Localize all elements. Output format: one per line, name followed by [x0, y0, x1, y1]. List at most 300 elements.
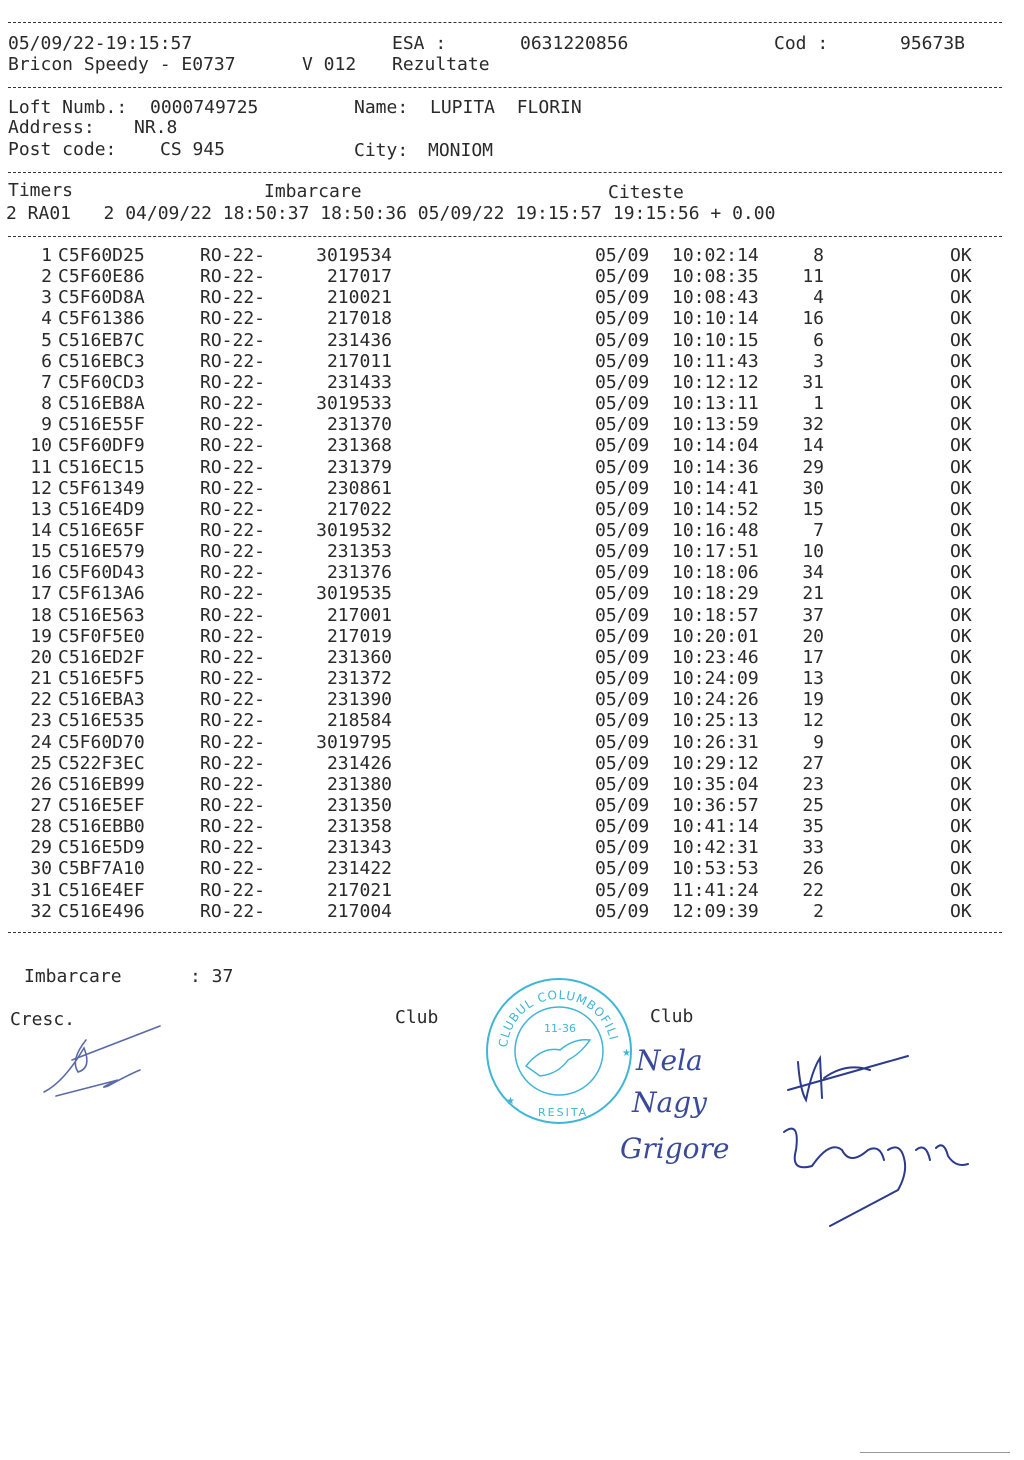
handwritten-name-3: Grigore	[620, 1132, 730, 1165]
arrival-time: 10:16:48	[672, 520, 759, 541]
ring-prefix: RO-22-	[200, 837, 266, 859]
table-row	[0, 330, 1024, 351]
row-index: 7	[41, 371, 52, 393]
position: 4	[813, 287, 824, 309]
status-ok: OK	[950, 329, 972, 351]
arrival-time: 10:14:52	[672, 498, 759, 520]
table-row	[0, 414, 1024, 435]
chip-id: C522F3EC	[58, 752, 145, 774]
row-index: 5	[41, 329, 52, 351]
chip-id: C516EB7C	[58, 329, 145, 351]
ring-number: 3019534	[316, 245, 392, 266]
ring-number: 231372	[326, 668, 392, 689]
report-title: Rezultate	[392, 54, 490, 75]
arrival-time: 10:14:36	[672, 456, 759, 478]
imbarcare-total-value: : 37	[190, 966, 234, 987]
separator	[8, 236, 1002, 237]
arrival-time: 10:42:31	[672, 837, 759, 859]
ring-prefix: RO-22-	[200, 520, 266, 541]
arrival-time: 10:24:09	[672, 668, 759, 689]
arrival-date: 05/09	[595, 414, 650, 436]
arrival-time: 10:35:04	[672, 773, 759, 795]
ring-number: 3019795	[316, 731, 392, 753]
star-icon: ★	[506, 1096, 515, 1107]
arrival-time: 10:23:46	[672, 646, 759, 668]
arrival-date: 05/09	[595, 646, 650, 668]
table-row	[0, 562, 1024, 583]
ring-prefix: RO-22-	[200, 477, 266, 499]
separator	[8, 87, 1002, 88]
arrival-time: 10:36:57	[672, 794, 759, 816]
table-row	[0, 308, 1024, 329]
chip-id: C516E55F	[58, 414, 145, 436]
ring-number: 231379	[326, 456, 392, 478]
arrival-time: 10:11:43	[672, 350, 759, 372]
loft-number-value: 0000749725	[150, 97, 259, 118]
ring-number: 218584	[326, 710, 392, 732]
address-value: NR.8	[134, 117, 178, 138]
chip-id: C516E5F5	[58, 668, 145, 689]
table-row	[0, 626, 1024, 647]
position: 1	[813, 393, 824, 414]
ring-prefix: RO-22-	[200, 794, 266, 816]
esa-value: 0631220856	[520, 33, 629, 54]
status-ok: OK	[950, 266, 972, 288]
arrival-time: 10:12:12	[672, 371, 759, 393]
ring-prefix: RO-22-	[200, 773, 266, 795]
ring-number: 231353	[326, 541, 392, 563]
chip-id: C5F60D70	[58, 731, 145, 753]
position: 30	[802, 477, 824, 499]
ring-number: 231368	[326, 435, 392, 457]
table-row	[0, 478, 1024, 499]
arrival-date: 05/09	[595, 773, 650, 795]
status-ok: OK	[950, 858, 972, 880]
status-ok: OK	[950, 689, 972, 711]
chip-id: C516E579	[58, 541, 145, 563]
ring-number: 217001	[326, 604, 392, 626]
position: 22	[802, 879, 824, 901]
table-row	[0, 668, 1024, 689]
imbarcare-total-label: Imbarcare	[24, 966, 122, 987]
chip-id: C5F61386	[58, 308, 145, 330]
position: 32	[802, 414, 824, 436]
status-ok: OK	[950, 308, 972, 330]
position: 13	[802, 668, 824, 689]
ring-number: 217021	[326, 879, 392, 901]
imbarcare-label: Imbarcare	[264, 181, 362, 202]
arrival-date: 05/09	[595, 900, 650, 922]
status-ok: OK	[950, 414, 972, 436]
arrival-date: 05/09	[595, 879, 650, 901]
status-ok: OK	[950, 900, 972, 922]
chip-id: C516EBA3	[58, 689, 145, 711]
arrival-time: 10:24:26	[672, 689, 759, 711]
arrival-date: 05/09	[595, 604, 650, 626]
arrival-time: 10:18:29	[672, 583, 759, 605]
row-index: 9	[41, 414, 52, 436]
table-row	[0, 435, 1024, 456]
position: 14	[802, 435, 824, 457]
chip-id: C5F0F5E0	[58, 625, 145, 647]
ring-prefix: RO-22-	[200, 414, 266, 436]
arrival-time: 10:18:06	[672, 562, 759, 584]
arrival-time: 10:08:43	[672, 287, 759, 309]
chip-id: C516E5D9	[58, 837, 145, 859]
table-row	[0, 245, 1024, 266]
club-label-right: Club	[650, 1006, 694, 1027]
arrival-time: 10:20:01	[672, 625, 759, 647]
chip-id: C5F61349	[58, 477, 145, 499]
arrival-time: 10:26:31	[672, 731, 759, 753]
arrival-date: 05/09	[595, 520, 650, 541]
arrival-date: 05/09	[595, 329, 650, 351]
ring-prefix: RO-22-	[200, 816, 266, 837]
row-index: 4	[41, 308, 52, 330]
ring-prefix: RO-22-	[200, 752, 266, 774]
status-ok: OK	[950, 287, 972, 309]
chip-id: C5F60CD3	[58, 371, 145, 393]
arrival-date: 05/09	[595, 435, 650, 457]
table-row	[0, 880, 1024, 901]
table-row	[0, 647, 1024, 668]
table-row	[0, 816, 1024, 837]
separator	[8, 172, 1002, 173]
position: 12	[802, 710, 824, 732]
status-ok: OK	[950, 498, 972, 520]
chip-id: C516EBC3	[58, 350, 145, 372]
ring-number: 231436	[326, 329, 392, 351]
ring-prefix: RO-22-	[200, 562, 266, 584]
row-index: 31	[30, 879, 52, 901]
row-index: 26	[30, 773, 52, 795]
ring-prefix: RO-22-	[200, 541, 266, 563]
row-index: 13	[30, 498, 52, 520]
chip-id: C516EC15	[58, 456, 145, 478]
ring-prefix: RO-22-	[200, 498, 266, 520]
ring-number: 230861	[326, 477, 392, 499]
arrival-time: 10:10:15	[672, 329, 759, 351]
status-ok: OK	[950, 646, 972, 668]
arrival-time: 10:29:12	[672, 752, 759, 774]
arrival-time: 10:10:14	[672, 308, 759, 330]
row-index: 18	[30, 604, 52, 626]
separator	[8, 932, 1002, 933]
ring-number: 3019533	[316, 393, 392, 414]
arrival-date: 05/09	[595, 371, 650, 393]
ring-number: 217011	[326, 350, 392, 372]
row-index: 17	[30, 583, 52, 605]
position: 8	[813, 245, 824, 266]
position: 23	[802, 773, 824, 795]
ring-number: 217018	[326, 308, 392, 330]
arrival-time: 10:13:59	[672, 414, 759, 436]
ring-number: 217004	[326, 900, 392, 922]
ring-number: 231380	[326, 773, 392, 795]
table-row	[0, 858, 1024, 879]
arrival-date: 05/09	[595, 498, 650, 520]
status-ok: OK	[950, 393, 972, 414]
loft-number-label: Loft Numb.:	[8, 97, 128, 118]
arrival-time: 10:13:11	[672, 393, 759, 414]
ring-number: 3019532	[316, 520, 392, 541]
handwritten-names	[620, 1044, 729, 1165]
chip-id: C5F60DF9	[58, 435, 145, 457]
status-ok: OK	[950, 625, 972, 647]
arrival-date: 05/09	[595, 456, 650, 478]
ring-number: 231422	[326, 858, 392, 880]
address-label: Address:	[8, 117, 95, 138]
ring-prefix: RO-22-	[200, 435, 266, 457]
table-row	[0, 689, 1024, 710]
table-row	[0, 372, 1024, 393]
ring-prefix: RO-22-	[200, 858, 266, 880]
arrival-time: 10:02:14	[672, 245, 759, 266]
ring-number: 231358	[326, 816, 392, 837]
row-index: 14	[30, 520, 52, 541]
row-index: 3	[41, 287, 52, 309]
status-ok: OK	[950, 752, 972, 774]
row-index: 27	[30, 794, 52, 816]
position: 16	[802, 308, 824, 330]
city-value: MONIOM	[428, 140, 494, 161]
arrival-time: 10:18:57	[672, 604, 759, 626]
status-ok: OK	[950, 668, 972, 689]
chip-id: C5F60E86	[58, 266, 145, 288]
arrival-date: 05/09	[595, 710, 650, 732]
status-ok: OK	[950, 773, 972, 795]
esa-label: ESA :	[392, 33, 447, 54]
ring-prefix: RO-22-	[200, 583, 266, 605]
table-row	[0, 732, 1024, 753]
status-ok: OK	[950, 371, 972, 393]
row-index: 29	[30, 837, 52, 859]
row-index: 12	[30, 477, 52, 499]
arrival-date: 05/09	[595, 689, 650, 711]
name-label: Name:	[354, 97, 409, 118]
arrival-date: 05/09	[595, 308, 650, 330]
arrival-date: 05/09	[595, 731, 650, 753]
table-row	[0, 837, 1024, 858]
ring-number: 231390	[326, 689, 392, 711]
row-index: 11	[30, 456, 52, 478]
chip-id: C516E563	[58, 604, 145, 626]
status-ok: OK	[950, 879, 972, 901]
status-ok: OK	[950, 520, 972, 541]
position: 34	[802, 562, 824, 584]
arrival-time: 11:41:24	[672, 879, 759, 901]
table-row	[0, 520, 1024, 541]
ring-prefix: RO-22-	[200, 245, 266, 266]
cod-label: Cod :	[774, 33, 829, 54]
table-row	[0, 266, 1024, 287]
arrival-date: 05/09	[595, 562, 650, 584]
city-label: City:	[354, 140, 409, 161]
status-ok: OK	[950, 816, 972, 837]
stamp-city: RESITA	[538, 1106, 589, 1119]
name-value: LUPITA FLORIN	[430, 97, 582, 118]
stamp-number: 11-36	[544, 1022, 576, 1035]
position: 9	[813, 731, 824, 753]
arrival-date: 05/09	[595, 266, 650, 288]
position: 31	[802, 371, 824, 393]
position: 10	[802, 541, 824, 563]
ring-prefix: RO-22-	[200, 329, 266, 351]
chip-id: C516E496	[58, 900, 145, 922]
table-row	[0, 393, 1024, 414]
postcode-value: CS 945	[160, 139, 226, 160]
stamp-arc-text: CLUBUL COLUMBOFILI	[496, 987, 621, 1049]
table-row	[0, 605, 1024, 626]
report-datetime: 05/09/22-19:15:57	[8, 33, 193, 54]
status-ok: OK	[950, 477, 972, 499]
arrival-date: 05/09	[595, 858, 650, 880]
chip-id: C5F60D8A	[58, 287, 145, 309]
arrival-date: 05/09	[595, 541, 650, 563]
status-ok: OK	[950, 837, 972, 859]
chip-id: C516EB99	[58, 773, 145, 795]
ring-number: 217019	[326, 625, 392, 647]
bottom-rule	[860, 1452, 1010, 1453]
club-stamp	[484, 976, 634, 1126]
arrival-date: 05/09	[595, 794, 650, 816]
ring-prefix: RO-22-	[200, 625, 266, 647]
ring-prefix: RO-22-	[200, 308, 266, 330]
chip-id: C5F60D25	[58, 245, 145, 266]
device-name: Bricon Speedy - E0737	[8, 54, 236, 75]
position: 15	[802, 498, 824, 520]
arrival-time: 10:14:04	[672, 435, 759, 457]
row-index: 8	[41, 393, 52, 414]
arrival-date: 05/09	[595, 477, 650, 499]
status-ok: OK	[950, 583, 972, 605]
position: 35	[802, 816, 824, 837]
chip-id: C516E535	[58, 710, 145, 732]
postcode-label: Post code:	[8, 139, 117, 160]
ring-prefix: RO-22-	[200, 731, 266, 753]
arrival-time: 10:53:53	[672, 858, 759, 880]
arrival-time: 10:14:41	[672, 477, 759, 499]
table-row	[0, 499, 1024, 520]
row-index: 10	[30, 435, 52, 457]
handwritten-name-2: Nagy	[632, 1086, 707, 1119]
table-row	[0, 710, 1024, 731]
status-ok: OK	[950, 794, 972, 816]
row-index: 2	[41, 266, 52, 288]
table-row	[0, 541, 1024, 562]
row-index: 21	[30, 668, 52, 689]
breeder-signature	[44, 1026, 160, 1096]
position: 26	[802, 858, 824, 880]
position: 7	[813, 520, 824, 541]
table-row	[0, 774, 1024, 795]
ring-prefix: RO-22-	[200, 456, 266, 478]
status-ok: OK	[950, 562, 972, 584]
ring-number: 231343	[326, 837, 392, 859]
status-ok: OK	[950, 541, 972, 563]
position: 37	[802, 604, 824, 626]
arrival-time: 12:09:39	[672, 900, 759, 922]
position: 21	[802, 583, 824, 605]
ring-number: 231360	[326, 646, 392, 668]
chip-id: C5BF7A10	[58, 858, 145, 880]
ring-number: 217017	[326, 266, 392, 288]
position: 33	[802, 837, 824, 859]
table-row	[0, 583, 1024, 604]
chip-id: C516E4D9	[58, 498, 145, 520]
row-index: 22	[30, 689, 52, 711]
position: 2	[813, 900, 824, 922]
ring-number: 231433	[326, 371, 392, 393]
table-row	[0, 795, 1024, 816]
ring-prefix: RO-22-	[200, 604, 266, 626]
arrival-date: 05/09	[595, 668, 650, 689]
dove-icon	[526, 1040, 590, 1076]
status-ok: OK	[950, 456, 972, 478]
ring-number: 3019535	[316, 583, 392, 605]
row-index: 32	[30, 900, 52, 922]
arrival-date: 05/09	[595, 350, 650, 372]
arrival-time: 10:41:14	[672, 816, 759, 837]
table-row	[0, 901, 1024, 922]
arrival-time: 10:17:51	[672, 541, 759, 563]
row-index: 15	[30, 541, 52, 563]
ring-prefix: RO-22-	[200, 646, 266, 668]
arrival-date: 05/09	[595, 583, 650, 605]
chip-id: C5F613A6	[58, 583, 145, 605]
position: 29	[802, 456, 824, 478]
position: 3	[813, 350, 824, 372]
row-index: 20	[30, 646, 52, 668]
club-signature	[784, 1056, 968, 1226]
ring-prefix: RO-22-	[200, 266, 266, 288]
device-version: V 012	[302, 54, 357, 75]
position: 27	[802, 752, 824, 774]
row-index: 23	[30, 710, 52, 732]
ring-prefix: RO-22-	[200, 350, 266, 372]
position: 11	[802, 266, 824, 288]
row-index: 6	[41, 350, 52, 372]
position: 19	[802, 689, 824, 711]
arrival-date: 05/09	[595, 752, 650, 774]
ring-number: 217022	[326, 498, 392, 520]
ring-prefix: RO-22-	[200, 668, 266, 689]
citeste-label: Citeste	[608, 182, 684, 203]
row-index: 28	[30, 816, 52, 837]
chip-id: C516E5EF	[58, 794, 145, 816]
table-row	[0, 351, 1024, 372]
chip-id: C516EBB0	[58, 816, 145, 837]
ring-number: 231426	[326, 752, 392, 774]
ring-prefix: RO-22-	[200, 393, 266, 414]
status-ok: OK	[950, 731, 972, 753]
separator	[8, 22, 1002, 23]
row-index: 19	[30, 625, 52, 647]
row-index: 1	[41, 245, 52, 266]
row-index: 25	[30, 752, 52, 774]
status-ok: OK	[950, 710, 972, 732]
arrival-date: 05/09	[595, 625, 650, 647]
table-row	[0, 457, 1024, 478]
ring-number: 231350	[326, 794, 392, 816]
arrival-time: 10:25:13	[672, 710, 759, 732]
ring-prefix: RO-22-	[200, 900, 266, 922]
chip-id: C516ED2F	[58, 646, 145, 668]
timer-line: 2 RA01 2 04/09/22 18:50:37 18:50:36 05/09/22 19:15:57 19:15:56 + 0.00	[6, 203, 776, 224]
position: 6	[813, 329, 824, 351]
handwritten-name-1: Nela	[636, 1044, 703, 1077]
club-label-left: Club	[395, 1007, 439, 1028]
